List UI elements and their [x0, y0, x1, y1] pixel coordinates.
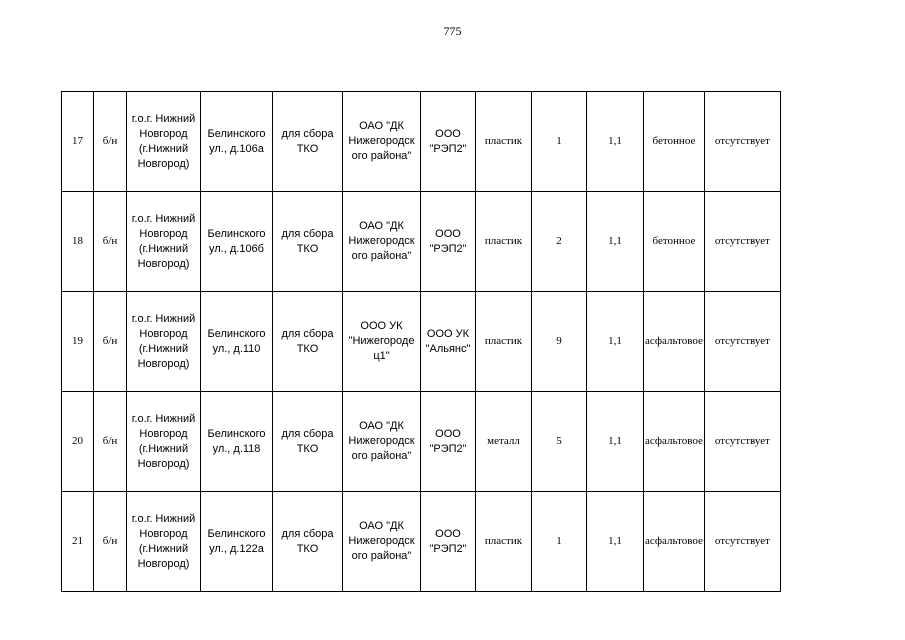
- container-count-cell: [532, 92, 587, 192]
- registry-number-cell: [94, 392, 127, 492]
- container-count-cell-text: 1: [556, 135, 562, 147]
- container-volume-cell: [587, 292, 644, 392]
- row-number-cell-text: 17: [72, 135, 83, 147]
- container-material-cell-text: пластик: [484, 235, 523, 247]
- registry-number-cell-text: б/н: [102, 135, 118, 147]
- table-body: [62, 92, 781, 592]
- fence-cell: [704, 92, 780, 192]
- address-cell-text: Белинского ул., д.118: [207, 427, 266, 455]
- purpose-cell: [273, 492, 343, 592]
- purpose-cell-text: для сбора ТКО: [281, 327, 334, 355]
- owner-cell-text: ОАО "ДК Нижегородск ого района": [348, 420, 415, 462]
- district-cell-text: г.о.г. Нижний Новгород (г.Нижний Новгород): [131, 512, 196, 570]
- container-volume-cell-text: 1,1: [608, 335, 622, 347]
- container-count-cell-text: 1: [556, 535, 562, 547]
- container-material-cell: [476, 492, 532, 592]
- row-number-cell: [62, 492, 94, 592]
- waste-sites-table: [61, 91, 781, 592]
- container-material-cell-text: пластик: [484, 135, 523, 147]
- fence-cell-text: отсутствует: [714, 435, 770, 447]
- row-number-cell-text: 19: [72, 335, 83, 347]
- row-number-cell-text: 21: [72, 535, 83, 547]
- container-count-cell: [532, 192, 587, 292]
- container-material-cell: [476, 292, 532, 392]
- district-cell: [127, 492, 201, 592]
- row-number-cell: [62, 392, 94, 492]
- container-volume-cell-text: 1,1: [608, 135, 622, 147]
- container-volume-cell: [587, 492, 644, 592]
- operator-cell: [421, 392, 476, 492]
- district-cell-text: г.о.г. Нижний Новгород (г.Нижний Новгород): [131, 212, 196, 270]
- fence-cell: [704, 192, 780, 292]
- address-cell: [201, 492, 273, 592]
- surface-type-cell: [644, 292, 705, 392]
- operator-cell-text: ООО "РЭП2": [429, 427, 467, 455]
- operator-cell-text: ООО "РЭП2": [429, 527, 467, 555]
- surface-type-cell-text: асфальтовое: [645, 535, 703, 547]
- registry-number-cell-text: б/н: [102, 335, 118, 347]
- surface-type-cell: [644, 92, 705, 192]
- owner-cell: [343, 192, 421, 292]
- container-count-cell: [532, 492, 587, 592]
- fence-cell: [704, 292, 780, 392]
- registry-number-cell: [94, 492, 127, 592]
- address-cell: [201, 192, 273, 292]
- container-volume-cell-text: 1,1: [608, 235, 622, 247]
- owner-cell-text: ОАО "ДК Нижегородск ого района": [348, 520, 415, 562]
- owner-cell: [343, 392, 421, 492]
- purpose-cell-text: для сбора ТКО: [281, 127, 334, 155]
- address-cell-text: Белинского ул., д.106б: [207, 227, 266, 255]
- row-number-cell-text: 20: [72, 435, 83, 447]
- page-number: 775: [443, 24, 462, 38]
- container-material-cell-text: металл: [487, 435, 520, 447]
- owner-cell-text: ОАО "ДК Нижегородск ого района": [348, 120, 415, 162]
- surface-type-cell-text: асфальтовое: [645, 335, 703, 347]
- operator-cell: [421, 492, 476, 592]
- district-cell-text: г.о.г. Нижний Новгород (г.Нижний Новгород): [131, 412, 196, 470]
- table-row: [62, 192, 781, 292]
- district-cell-text: г.о.г. Нижний Новгород (г.Нижний Новгород): [131, 312, 196, 370]
- surface-type-cell-text: бетонное: [652, 235, 696, 247]
- row-number-cell: [62, 292, 94, 392]
- address-cell: [201, 92, 273, 192]
- district-cell: [127, 392, 201, 492]
- table-row: [62, 392, 781, 492]
- address-cell: [201, 292, 273, 392]
- operator-cell-text: ООО "РЭП2": [429, 127, 467, 155]
- container-material-cell: [476, 92, 532, 192]
- district-cell: [127, 92, 201, 192]
- container-volume-cell: [587, 392, 644, 492]
- fence-cell: [704, 492, 780, 592]
- container-count-cell-text: 2: [556, 235, 562, 247]
- purpose-cell: [273, 392, 343, 492]
- container-count-cell-text: 9: [556, 335, 562, 347]
- purpose-cell: [273, 92, 343, 192]
- operator-cell: [421, 92, 476, 192]
- table-row: [62, 492, 781, 592]
- container-count-cell-text: 5: [556, 435, 562, 447]
- table-row: [62, 92, 781, 192]
- row-number-cell: [62, 92, 94, 192]
- row-number-cell: [62, 192, 94, 292]
- owner-cell: [343, 292, 421, 392]
- container-material-cell: [476, 392, 532, 492]
- fence-cell-text: отсутствует: [714, 535, 770, 547]
- container-count-cell: [532, 392, 587, 492]
- owner-cell: [343, 492, 421, 592]
- district-cell: [127, 292, 201, 392]
- operator-cell: [421, 292, 476, 392]
- container-material-cell-text: пластик: [484, 335, 523, 347]
- registry-number-cell-text: б/н: [102, 235, 118, 247]
- purpose-cell-text: для сбора ТКО: [281, 227, 334, 255]
- container-volume-cell-text: 1,1: [608, 535, 622, 547]
- surface-type-cell-text: бетонное: [652, 135, 696, 147]
- purpose-cell-text: для сбора ТКО: [281, 527, 334, 555]
- container-volume-cell: [587, 192, 644, 292]
- purpose-cell-text: для сбора ТКО: [281, 427, 334, 455]
- fence-cell: [704, 392, 780, 492]
- owner-cell: [343, 92, 421, 192]
- address-cell-text: Белинского ул., д.122а: [207, 527, 266, 555]
- table-row: [62, 292, 781, 392]
- surface-type-cell: [644, 192, 705, 292]
- address-cell-text: Белинского ул., д.110: [207, 327, 266, 355]
- address-cell-text: Белинского ул., д.106а: [207, 127, 266, 155]
- container-material-cell: [476, 192, 532, 292]
- container-count-cell: [532, 292, 587, 392]
- address-cell: [201, 392, 273, 492]
- operator-cell-text: ООО "РЭП2": [429, 227, 467, 255]
- registry-number-cell: [94, 192, 127, 292]
- surface-type-cell: [644, 492, 705, 592]
- fence-cell-text: отсутствует: [714, 235, 770, 247]
- registry-number-cell-text: б/н: [102, 435, 118, 447]
- district-cell-text: г.о.г. Нижний Новгород (г.Нижний Новгород): [131, 112, 196, 170]
- owner-cell-text: ОАО "ДК Нижегородск ого района": [348, 220, 415, 262]
- district-cell: [127, 192, 201, 292]
- fence-cell-text: отсутствует: [714, 335, 770, 347]
- purpose-cell: [273, 292, 343, 392]
- registry-number-cell: [94, 92, 127, 192]
- fence-cell-text: отсутствует: [714, 135, 770, 147]
- purpose-cell: [273, 192, 343, 292]
- container-volume-cell-text: 1,1: [608, 435, 622, 447]
- operator-cell: [421, 192, 476, 292]
- surface-type-cell-text: асфальтовое: [645, 435, 703, 447]
- owner-cell-text: ООО УК "Нижегороде ц1": [348, 320, 415, 362]
- registry-number-cell: [94, 292, 127, 392]
- operator-cell-text: ООО УК "Альянс": [425, 327, 471, 355]
- surface-type-cell: [644, 392, 705, 492]
- registry-number-cell-text: б/н: [102, 535, 118, 547]
- container-volume-cell: [587, 92, 644, 192]
- row-number-cell-text: 18: [72, 235, 83, 247]
- container-material-cell-text: пластик: [484, 535, 523, 547]
